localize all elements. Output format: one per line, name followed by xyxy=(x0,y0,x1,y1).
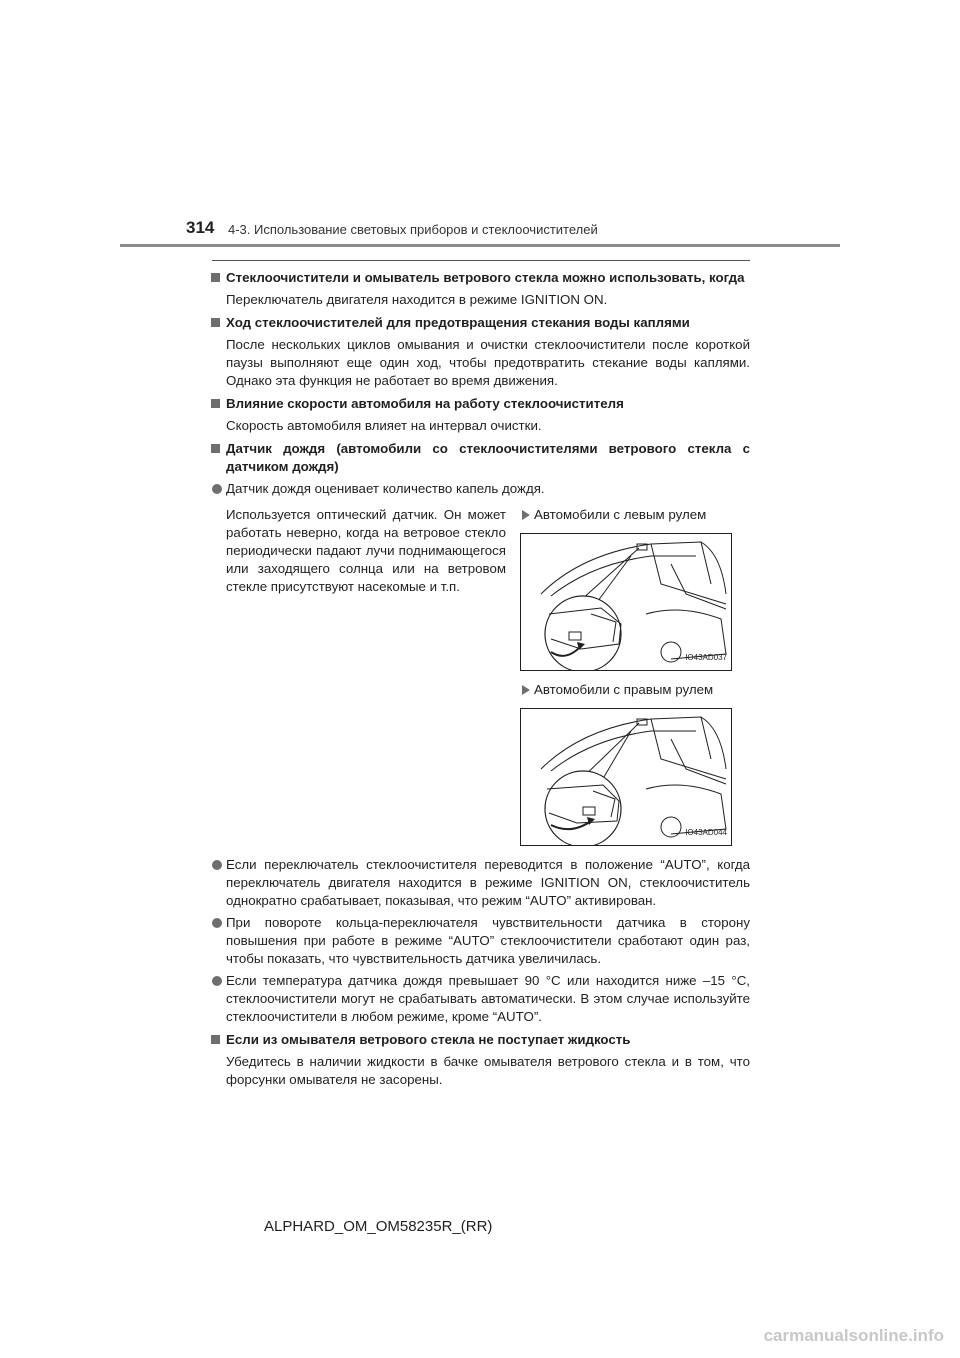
triangle-bullet-icon xyxy=(522,685,530,695)
bullet-text: Если переключатель стеклоочистителя переводится в положение “AUTO”, когда переключатель двигателя находится в режиме IGNITION ON, стеклоочиститель однократно срабатывает, показывая, что режим “AUTO” активирован. xyxy=(226,857,750,908)
section-heading xyxy=(210,314,750,332)
bullet-text: Датчик дождя оценивает количество капель дождя. xyxy=(226,481,545,496)
section-heading xyxy=(210,440,750,476)
chapter-title: 4-3. Использование световых приборов и стеклоочистителей xyxy=(228,222,598,237)
figure-caption-lhd xyxy=(520,506,750,524)
sensor-note: Используется оптический датчик. Он может работать неверно, когда на ветровое стекло периодически падают лучи поднимающегося или заходящего солнца или на ветровом стекле присутствуют насекомые и т.п. xyxy=(226,507,506,594)
section-body: Переключатель двигателя находится в режиме IGNITION ON. xyxy=(226,292,608,307)
square-bullet-icon xyxy=(211,399,220,408)
section-title: Ход стеклоочистителей для предотвращения стекания воды каплями xyxy=(226,315,690,330)
round-bullet-icon xyxy=(212,484,222,494)
section-title: Стеклоочистители и омыватель ветрового стекла можно использовать, когда xyxy=(226,270,745,285)
caption-text: Автомобили с правым рулем xyxy=(534,682,714,697)
square-bullet-icon xyxy=(211,1035,220,1044)
triangle-bullet-icon xyxy=(522,510,530,520)
bullet-item xyxy=(210,480,750,498)
round-bullet-icon xyxy=(212,918,222,928)
bullet-item xyxy=(210,856,750,910)
watermark[interactable]: carmanualsonline.info xyxy=(763,1326,944,1345)
page-number: 314 xyxy=(186,218,215,237)
rain-sensor-block xyxy=(210,506,750,846)
header-divider xyxy=(120,244,840,247)
document-code: ALPHARD_OM_OM58235R_(RR) xyxy=(264,1218,493,1235)
page-content xyxy=(210,264,750,1089)
round-bullet-icon xyxy=(212,860,222,870)
square-bullet-icon xyxy=(211,318,220,327)
figure-column xyxy=(520,506,750,846)
figure-code: IO43AD037 xyxy=(685,653,727,662)
bullet-item xyxy=(210,972,750,1026)
section-heading xyxy=(210,395,750,413)
square-bullet-icon xyxy=(211,273,220,282)
figure-lhd-rain-sensor xyxy=(520,533,732,671)
figure-code: IO43AD044 xyxy=(685,828,727,837)
caption-text: Автомобили с левым рулем xyxy=(534,507,707,522)
section-heading xyxy=(210,1031,750,1049)
section-body: Скорость автомобиля влияет на интервал очистки. xyxy=(226,418,542,433)
bullet-text: Если температура датчика дождя превышает 90 °C или находится ниже –15 °C, стеклоочистители могут не срабатывать автоматически. В этом случае используйте стеклоочистители в любом режиме, кроме “AUTO”. xyxy=(226,973,750,1024)
bullet-item xyxy=(210,914,750,968)
section-body: Убедитесь в наличии жидкости в бачке омывателя ветрового стекла и в том, что форсунки омывателя не засорены. xyxy=(226,1054,750,1087)
section-title: Если из омывателя ветрового стекла не поступает жидкость xyxy=(226,1032,631,1047)
section-heading xyxy=(210,269,750,287)
section-body: После нескольких циклов омывания и очистки стеклоочистители после короткой паузы выполняют еще один ход, чтобы предотвратить стекание воды каплями. Однако эта функция не работает во время движения. xyxy=(226,337,750,388)
round-bullet-icon xyxy=(212,976,222,986)
figure-rhd-rain-sensor xyxy=(520,708,732,846)
square-bullet-icon xyxy=(211,444,220,453)
section-divider xyxy=(212,260,750,261)
figure-caption-rhd xyxy=(520,681,750,699)
section-title: Влияние скорости автомобиля на работу стеклоочистителя xyxy=(226,396,624,411)
section-title: Датчик дождя (автомобили со стеклоочистителями ветрового стекла с датчиком дождя) xyxy=(226,441,750,474)
bullet-text: При повороте кольца-переключателя чувствительности датчика в сторону повышения при работе в режиме “AUTO” стеклоочистители сработают один раз, чтобы показать, что чувствительность датчика увеличилась. xyxy=(226,915,750,966)
